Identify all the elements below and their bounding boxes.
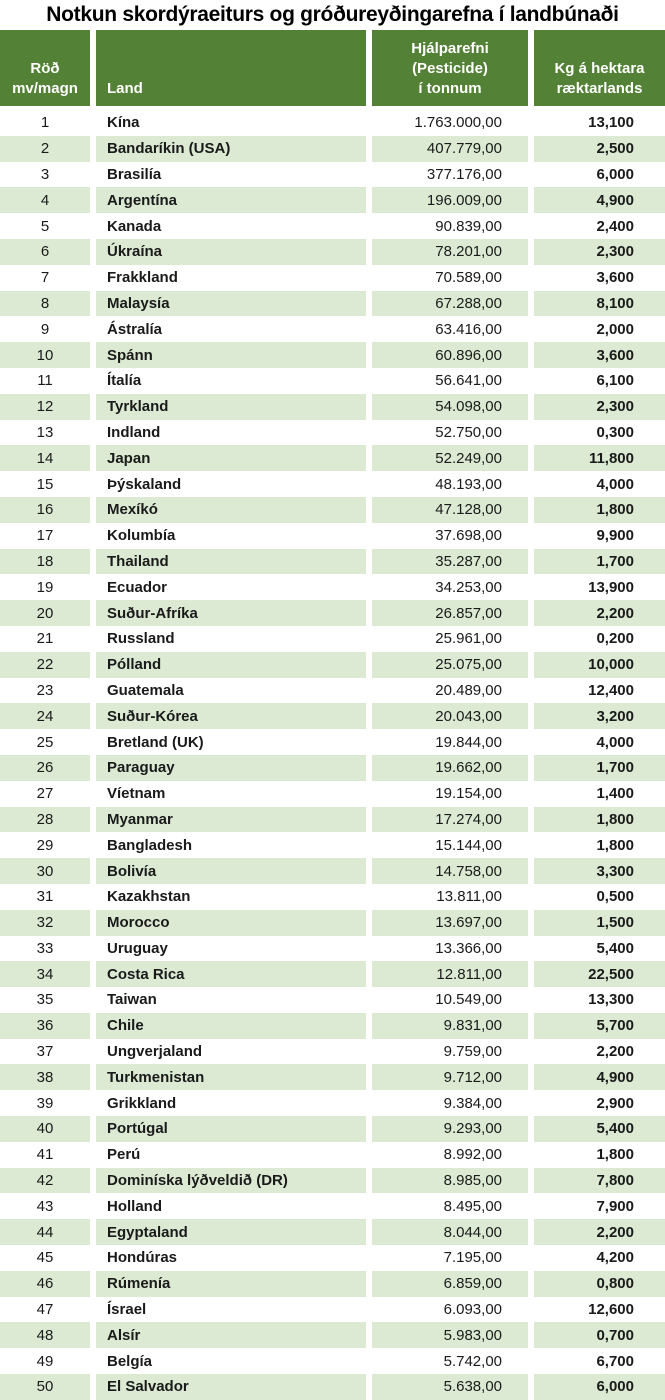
page-title: Notkun skordýraeiturs og gróðureyðingarefna í landbúnaði — [46, 3, 619, 26]
rank-cell: 17 — [0, 523, 96, 549]
kg-cell: 3,600 — [596, 269, 634, 287]
table-body — [0, 110, 665, 1400]
kg-cell: 10,000 — [588, 656, 634, 674]
tonnes-cell: 9.712,00 — [372, 1064, 534, 1090]
rank-cell: 47 — [0, 1297, 96, 1323]
country-cell: Turkmenistan — [96, 1064, 372, 1090]
table-row — [0, 936, 665, 962]
tonnes-cell: 52.750,00 — [372, 420, 534, 446]
table-row — [0, 1245, 665, 1271]
kg-cell: 0,200 — [596, 630, 634, 648]
rank-cell: 8 — [0, 291, 96, 317]
rank-cell: 43 — [0, 1193, 96, 1219]
rank-cell: 25 — [0, 729, 96, 755]
rank-cell: 12 — [0, 394, 96, 420]
table-row — [0, 1090, 665, 1116]
tonnes-cell: 12.811,00 — [372, 961, 534, 987]
col-header-country — [96, 30, 372, 110]
table-row — [0, 729, 665, 755]
country-cell: Pólland — [96, 652, 372, 678]
country-cell: Uruguay — [96, 936, 372, 962]
rank-cell: 50 — [0, 1374, 96, 1400]
tonnes-cell: 407.779,00 — [372, 136, 534, 162]
header-line: Kg á hektara — [554, 60, 645, 77]
country-cell: Costa Rica — [96, 961, 372, 987]
country-cell: Þýskaland — [96, 471, 372, 497]
table-row — [0, 316, 665, 342]
header-line: í tonnum — [418, 80, 482, 97]
table-row — [0, 755, 665, 781]
kg-cell: 12,400 — [588, 681, 634, 699]
country-cell: Portúgal — [96, 1116, 372, 1142]
table-row — [0, 1142, 665, 1168]
tonnes-cell: 47.128,00 — [372, 497, 534, 523]
country-cell: Taiwan — [96, 987, 372, 1013]
country-cell: Bretland (UK) — [96, 729, 372, 755]
country-cell: El Salvador — [96, 1374, 372, 1400]
kg-cell: 6,700 — [596, 1352, 634, 1370]
tonnes-cell: 14.758,00 — [372, 858, 534, 884]
rank-cell: 22 — [0, 652, 96, 678]
tonnes-cell: 7.195,00 — [372, 1245, 534, 1271]
rank-cell: 15 — [0, 471, 96, 497]
kg-cell: 2,300 — [596, 243, 634, 261]
kg-cell: 1,800 — [596, 1146, 634, 1164]
table-row — [0, 1039, 665, 1065]
col-header-tonnes — [372, 30, 534, 110]
rank-cell: 11 — [0, 368, 96, 394]
tonnes-cell: 8.044,00 — [372, 1219, 534, 1245]
table-row — [0, 368, 665, 394]
table-row — [0, 961, 665, 987]
rank-cell: 40 — [0, 1116, 96, 1142]
kg-cell: 2,300 — [596, 398, 634, 416]
rank-cell: 38 — [0, 1064, 96, 1090]
header-line: Hjálparefni — [411, 40, 489, 57]
col-header-kg-per-hectare — [534, 30, 665, 110]
table-row — [0, 781, 665, 807]
table-header — [0, 30, 665, 110]
table-row — [0, 600, 665, 626]
kg-cell: 7,900 — [596, 1197, 634, 1215]
rank-cell: 14 — [0, 445, 96, 471]
table-row — [0, 652, 665, 678]
kg-cell: 11,800 — [588, 449, 634, 467]
country-cell: Belgía — [96, 1348, 372, 1374]
kg-cell: 7,800 — [596, 1172, 634, 1190]
kg-cell: 5,400 — [596, 1120, 634, 1138]
country-cell: Ítalía — [96, 368, 372, 394]
kg-cell: 9,900 — [596, 527, 634, 545]
tonnes-cell: 25.075,00 — [372, 652, 534, 678]
header-line: (Pesticide) — [412, 60, 488, 77]
country-cell: Japan — [96, 445, 372, 471]
country-cell: Bangladesh — [96, 832, 372, 858]
country-cell: Ísrael — [96, 1297, 372, 1323]
tonnes-cell: 8.992,00 — [372, 1142, 534, 1168]
kg-cell: 2,200 — [596, 604, 634, 622]
rank-cell: 9 — [0, 316, 96, 342]
kg-cell: 22,500 — [588, 965, 634, 983]
rank-cell: 37 — [0, 1039, 96, 1065]
kg-cell: 3,600 — [596, 346, 634, 364]
tonnes-cell: 5.983,00 — [372, 1322, 534, 1348]
rank-cell: 18 — [0, 549, 96, 575]
tonnes-cell: 13.811,00 — [372, 884, 534, 910]
table-row — [0, 703, 665, 729]
table-row — [0, 213, 665, 239]
kg-cell: 1,800 — [596, 836, 634, 854]
tonnes-cell: 20.043,00 — [372, 703, 534, 729]
table-row — [0, 187, 665, 213]
tonnes-cell: 34.253,00 — [372, 574, 534, 600]
tonnes-cell: 54.098,00 — [372, 394, 534, 420]
table-row — [0, 858, 665, 884]
table-row — [0, 497, 665, 523]
table-row — [0, 678, 665, 704]
kg-cell: 5,400 — [596, 939, 634, 957]
tonnes-cell: 10.549,00 — [372, 987, 534, 1013]
kg-cell: 13,900 — [588, 578, 634, 596]
table-row — [0, 1374, 665, 1400]
tonnes-cell: 70.589,00 — [372, 265, 534, 291]
kg-cell: 2,200 — [596, 1223, 634, 1241]
table-row — [0, 420, 665, 446]
table-row — [0, 1348, 665, 1374]
rank-cell: 27 — [0, 781, 96, 807]
kg-cell: 0,500 — [596, 888, 634, 906]
country-cell: Kolumbía — [96, 523, 372, 549]
tonnes-cell: 15.144,00 — [372, 832, 534, 858]
table-row — [0, 1168, 665, 1194]
country-cell: Morocco — [96, 910, 372, 936]
kg-cell: 1,800 — [596, 501, 634, 519]
tonnes-cell: 19.844,00 — [372, 729, 534, 755]
table-row — [0, 342, 665, 368]
rank-cell: 4 — [0, 187, 96, 213]
kg-cell: 3,300 — [596, 862, 634, 880]
tonnes-cell: 13.697,00 — [372, 910, 534, 936]
rank-cell: 42 — [0, 1168, 96, 1194]
tonnes-cell: 26.857,00 — [372, 600, 534, 626]
rank-cell: 32 — [0, 910, 96, 936]
tonnes-cell: 19.662,00 — [372, 755, 534, 781]
rank-cell: 48 — [0, 1322, 96, 1348]
tonnes-cell: 17.274,00 — [372, 807, 534, 833]
country-cell: Chile — [96, 1013, 372, 1039]
country-cell: Kazakhstan — [96, 884, 372, 910]
kg-cell: 1,500 — [596, 914, 634, 932]
rank-cell: 46 — [0, 1271, 96, 1297]
table-row — [0, 110, 665, 136]
table-row — [0, 394, 665, 420]
country-cell: Myanmar — [96, 807, 372, 833]
rank-cell: 7 — [0, 265, 96, 291]
table-row — [0, 987, 665, 1013]
tonnes-cell: 63.416,00 — [372, 316, 534, 342]
kg-cell: 2,200 — [596, 1043, 634, 1061]
tonnes-cell: 8.985,00 — [372, 1168, 534, 1194]
header-row — [0, 30, 665, 110]
pesticide-usage-table — [0, 30, 665, 1400]
table-row — [0, 626, 665, 652]
table-row — [0, 265, 665, 291]
table-row — [0, 136, 665, 162]
tonnes-cell: 5.742,00 — [372, 1348, 534, 1374]
country-cell: Russland — [96, 626, 372, 652]
tonnes-cell: 56.641,00 — [372, 368, 534, 394]
kg-cell: 2,400 — [596, 217, 634, 235]
country-cell: Ecuador — [96, 574, 372, 600]
country-cell: Perú — [96, 1142, 372, 1168]
rank-cell: 21 — [0, 626, 96, 652]
kg-cell: 0,300 — [596, 423, 634, 441]
kg-cell: 1,400 — [596, 785, 634, 803]
kg-cell: 2,000 — [596, 320, 634, 338]
tonnes-cell: 20.489,00 — [372, 678, 534, 704]
kg-cell: 3,200 — [596, 707, 634, 725]
header-line: Land — [107, 80, 143, 97]
tonnes-cell: 377.176,00 — [372, 162, 534, 188]
country-cell: Spánn — [96, 342, 372, 368]
country-cell: Argentína — [96, 187, 372, 213]
kg-cell: 0,800 — [596, 1275, 634, 1293]
country-cell: Malaysía — [96, 291, 372, 317]
kg-cell: 8,100 — [596, 294, 634, 312]
rank-cell: 33 — [0, 936, 96, 962]
rank-cell: 10 — [0, 342, 96, 368]
tonnes-cell: 9.831,00 — [372, 1013, 534, 1039]
tonnes-cell: 78.201,00 — [372, 239, 534, 265]
table-row — [0, 1116, 665, 1142]
tonnes-cell: 90.839,00 — [372, 213, 534, 239]
header-line: mv/magn — [12, 80, 78, 97]
tonnes-cell: 9.759,00 — [372, 1039, 534, 1065]
rank-cell: 26 — [0, 755, 96, 781]
table-row — [0, 1193, 665, 1219]
tonnes-cell: 60.896,00 — [372, 342, 534, 368]
rank-cell: 45 — [0, 1245, 96, 1271]
tonnes-cell: 19.154,00 — [372, 781, 534, 807]
rank-cell: 2 — [0, 136, 96, 162]
table-row — [0, 523, 665, 549]
rank-cell: 30 — [0, 858, 96, 884]
rank-cell: 24 — [0, 703, 96, 729]
kg-cell: 4,000 — [596, 475, 634, 493]
tonnes-cell: 6.859,00 — [372, 1271, 534, 1297]
kg-cell: 4,900 — [596, 191, 634, 209]
table-row — [0, 832, 665, 858]
country-cell: Paraguay — [96, 755, 372, 781]
rank-cell: 36 — [0, 1013, 96, 1039]
tonnes-cell: 9.293,00 — [372, 1116, 534, 1142]
rank-cell: 29 — [0, 832, 96, 858]
tonnes-cell: 35.287,00 — [372, 549, 534, 575]
header-line: ræktarlands — [556, 80, 643, 97]
kg-cell: 4,900 — [596, 1068, 634, 1086]
country-cell: Thailand — [96, 549, 372, 575]
country-cell: Kanada — [96, 213, 372, 239]
country-cell: Frakkland — [96, 265, 372, 291]
table-row — [0, 162, 665, 188]
tonnes-cell: 6.093,00 — [372, 1297, 534, 1323]
country-cell: Brasilía — [96, 162, 372, 188]
tonnes-cell: 67.288,00 — [372, 291, 534, 317]
country-cell: Tyrkland — [96, 394, 372, 420]
kg-cell: 2,900 — [596, 1094, 634, 1112]
kg-cell: 6,100 — [596, 372, 634, 390]
kg-cell: 5,700 — [596, 1017, 634, 1035]
table-row — [0, 884, 665, 910]
country-cell: Mexíkó — [96, 497, 372, 523]
table-row — [0, 471, 665, 497]
country-cell: Suður-Afríka — [96, 600, 372, 626]
country-cell: Indland — [96, 420, 372, 446]
country-cell: Alsír — [96, 1322, 372, 1348]
table-row — [0, 1322, 665, 1348]
rank-cell: 6 — [0, 239, 96, 265]
rank-cell: 16 — [0, 497, 96, 523]
kg-cell: 13,300 — [588, 991, 634, 1009]
tonnes-cell: 5.638,00 — [372, 1374, 534, 1400]
kg-cell: 2,500 — [596, 140, 634, 158]
rank-cell: 28 — [0, 807, 96, 833]
rank-cell: 13 — [0, 420, 96, 446]
tonnes-cell: 1.763.000,00 — [372, 110, 534, 136]
rank-cell: 5 — [0, 213, 96, 239]
table-row — [0, 239, 665, 265]
country-cell: Grikkland — [96, 1090, 372, 1116]
table-row — [0, 445, 665, 471]
table-row — [0, 807, 665, 833]
kg-cell: 4,200 — [596, 1249, 634, 1267]
kg-cell: 1,700 — [596, 552, 634, 570]
kg-cell: 13,100 — [588, 114, 634, 132]
col-header-rank — [0, 30, 96, 110]
rank-cell: 3 — [0, 162, 96, 188]
tonnes-cell: 196.009,00 — [372, 187, 534, 213]
rank-cell: 31 — [0, 884, 96, 910]
table-row — [0, 291, 665, 317]
tonnes-cell: 52.249,00 — [372, 445, 534, 471]
table-row — [0, 1271, 665, 1297]
country-cell: Bandaríkin (USA) — [96, 136, 372, 162]
rank-cell: 49 — [0, 1348, 96, 1374]
table-row — [0, 910, 665, 936]
country-cell: Víetnam — [96, 781, 372, 807]
kg-cell: 4,000 — [596, 733, 634, 751]
kg-cell: 6,000 — [596, 1378, 634, 1396]
rank-cell: 23 — [0, 678, 96, 704]
kg-cell: 0,700 — [596, 1326, 634, 1344]
rank-cell: 34 — [0, 961, 96, 987]
table-row — [0, 1219, 665, 1245]
country-cell: Guatemala — [96, 678, 372, 704]
rank-cell: 35 — [0, 987, 96, 1013]
tonnes-cell: 8.495,00 — [372, 1193, 534, 1219]
table-row — [0, 574, 665, 600]
rank-cell: 20 — [0, 600, 96, 626]
rank-cell: 1 — [0, 110, 96, 136]
table-row — [0, 1297, 665, 1323]
rank-cell: 19 — [0, 574, 96, 600]
kg-cell: 6,000 — [596, 165, 634, 183]
kg-cell: 12,600 — [588, 1301, 634, 1319]
country-cell: Ungverjaland — [96, 1039, 372, 1065]
tonnes-cell: 13.366,00 — [372, 936, 534, 962]
country-cell: Kína — [96, 110, 372, 136]
tonnes-cell: 37.698,00 — [372, 523, 534, 549]
rank-cell: 39 — [0, 1090, 96, 1116]
rank-cell: 41 — [0, 1142, 96, 1168]
table-row — [0, 549, 665, 575]
country-cell: Egyptaland — [96, 1219, 372, 1245]
table-row — [0, 1064, 665, 1090]
rank-cell: 44 — [0, 1219, 96, 1245]
tonnes-cell: 48.193,00 — [372, 471, 534, 497]
tonnes-cell: 25.961,00 — [372, 626, 534, 652]
country-cell: Holland — [96, 1193, 372, 1219]
kg-cell: 1,700 — [596, 759, 634, 777]
country-cell: Úkraína — [96, 239, 372, 265]
country-cell: Hondúras — [96, 1245, 372, 1271]
country-cell: Bolivía — [96, 858, 372, 884]
table-row — [0, 1013, 665, 1039]
country-cell: Rúmenía — [96, 1271, 372, 1297]
country-cell: Ástralía — [96, 316, 372, 342]
kg-cell: 1,800 — [596, 810, 634, 828]
header-line: Röð — [30, 60, 60, 77]
country-cell: Dominíska lýðveldið (DR) — [96, 1168, 372, 1194]
country-cell: Suður-Kórea — [96, 703, 372, 729]
tonnes-cell: 9.384,00 — [372, 1090, 534, 1116]
